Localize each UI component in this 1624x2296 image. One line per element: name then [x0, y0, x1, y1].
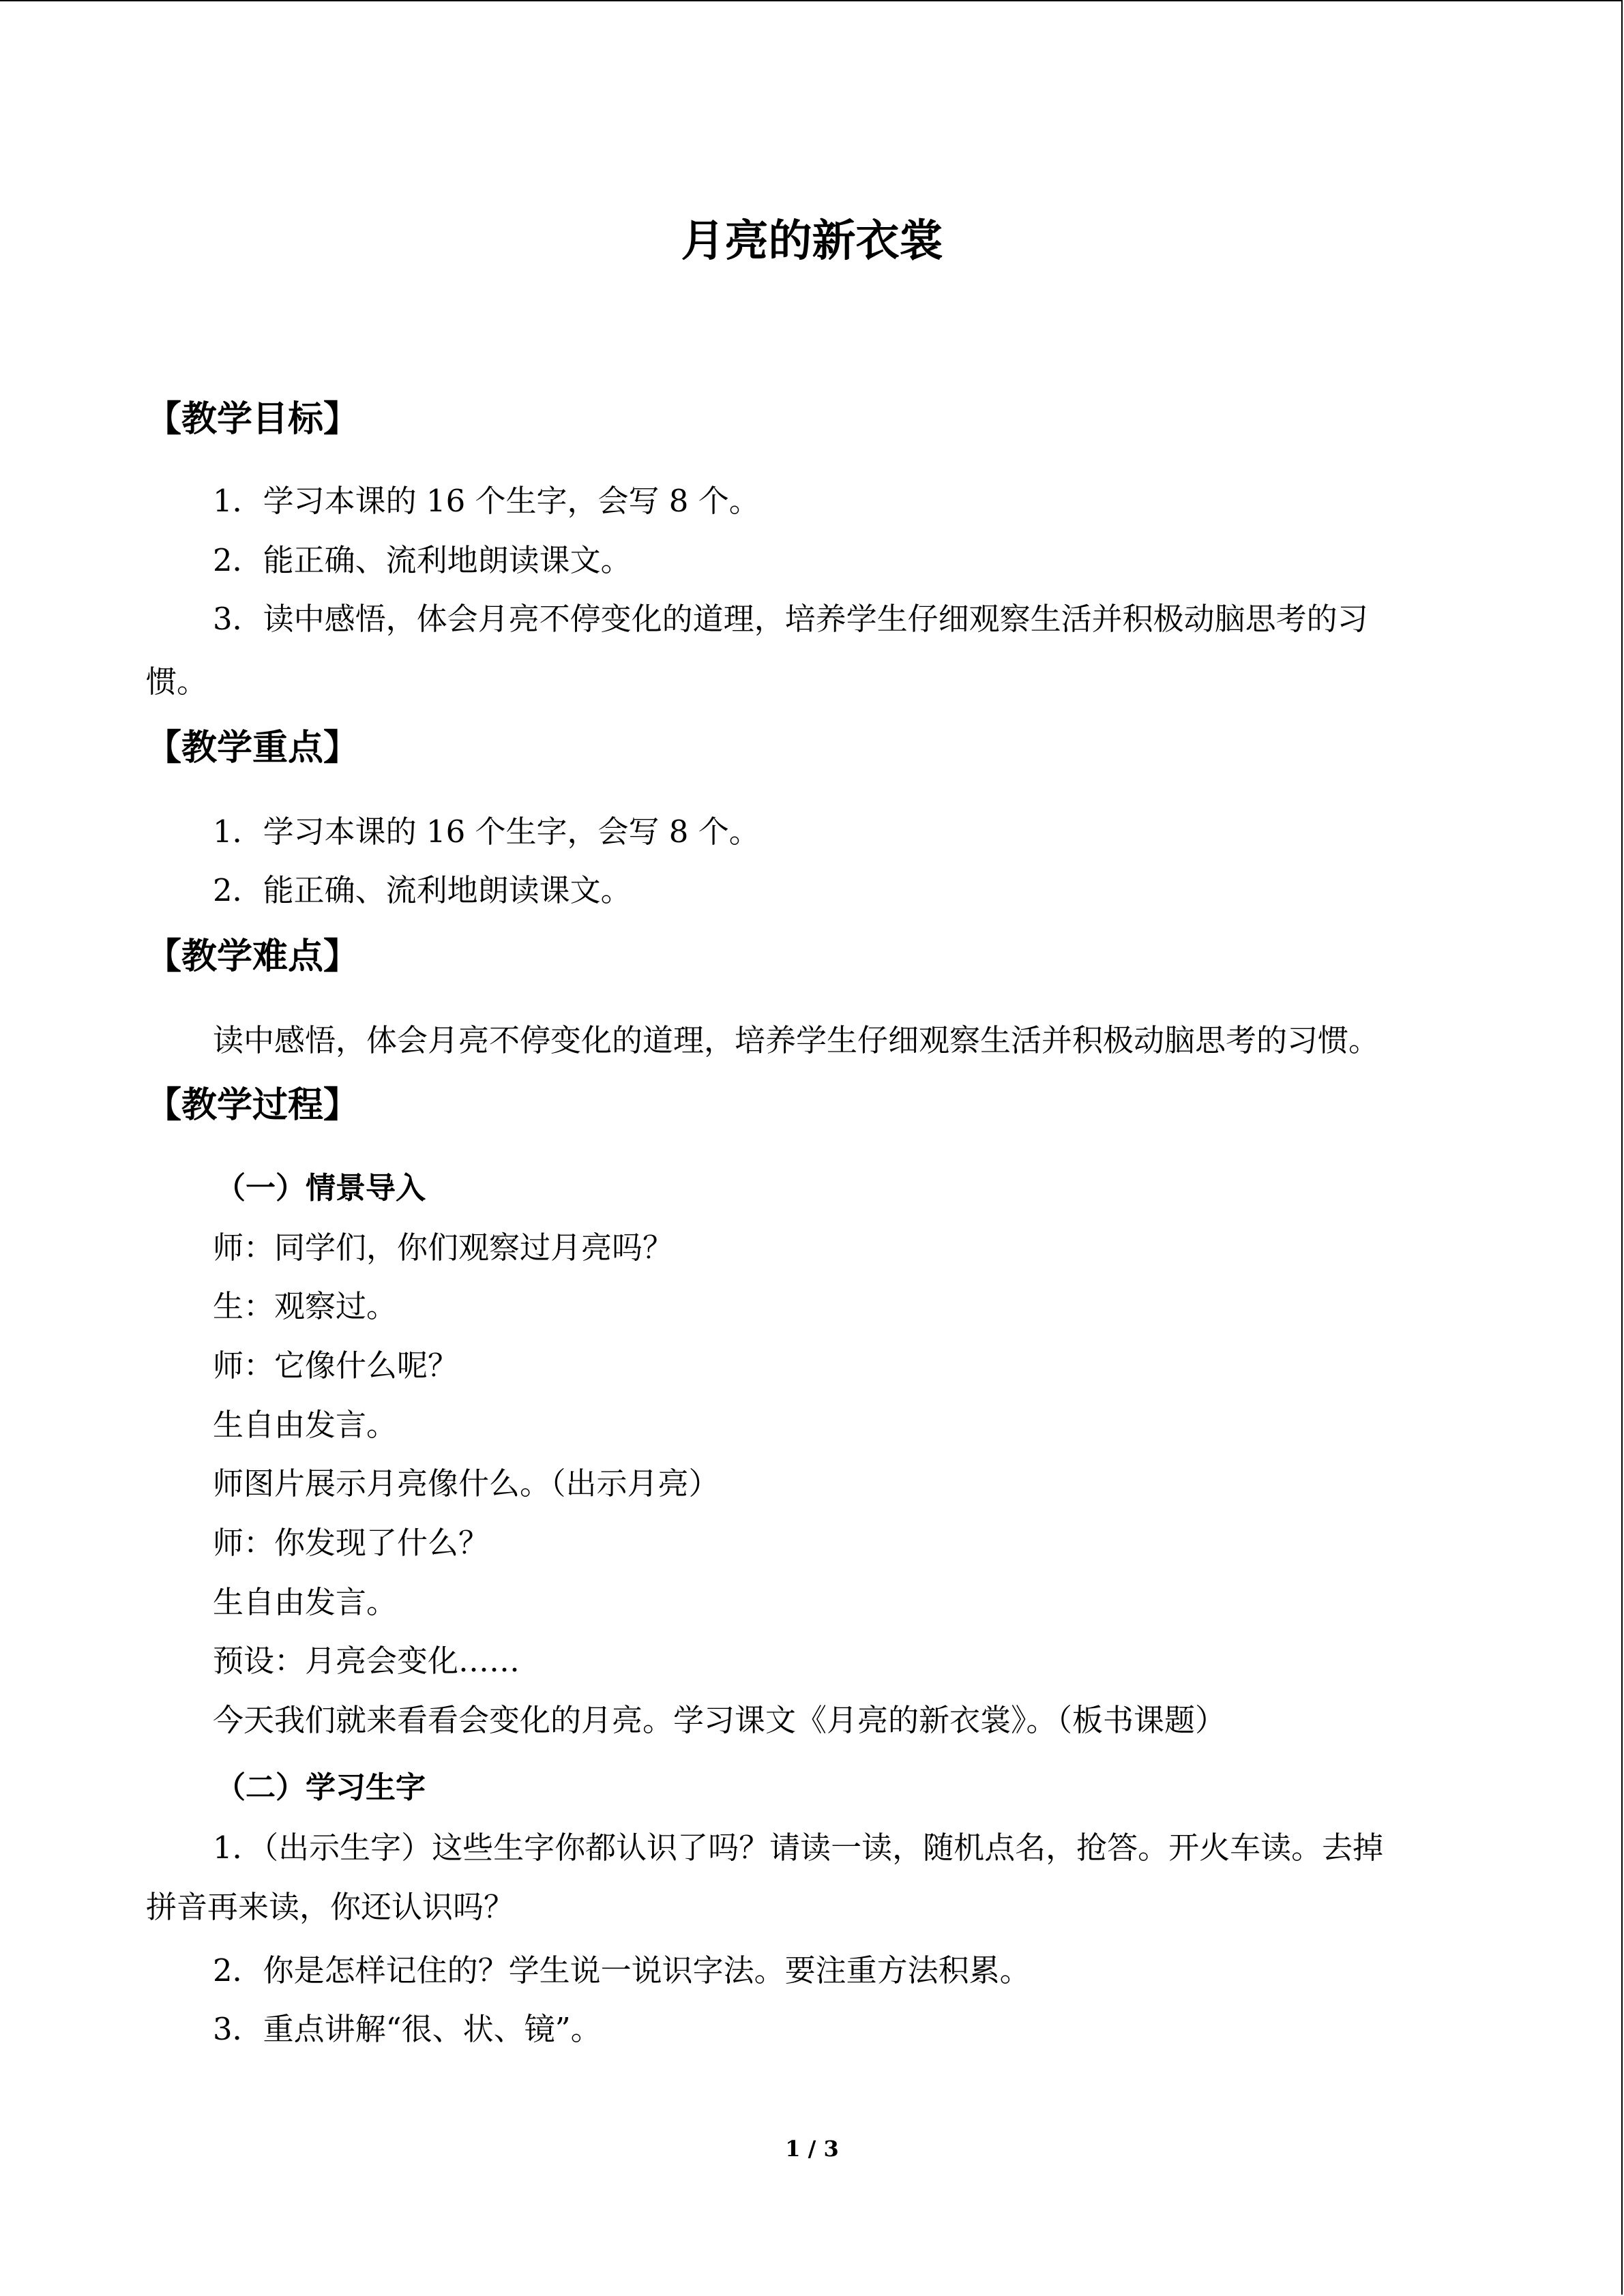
key-points-heading: 【教学重点】 — [146, 727, 359, 769]
part1-line-8: 预设：月亮会变化…… — [213, 1643, 520, 1679]
part2-heading: （二）学习生字 — [216, 1770, 426, 1805]
objective-item-1: 1．学习本课的 16 个生字，会写 8 个。 — [213, 483, 760, 519]
key-point-item-2: 2．能正确、流利地朗读课文。 — [213, 872, 632, 908]
part1-line-9: 今天我们就来看看会变化的月亮。学习课文《月亮的新衣裳》。（板书课题） — [213, 1702, 1226, 1738]
difficulties-heading: 【教学难点】 — [146, 936, 359, 977]
process-heading: 【教学过程】 — [146, 1084, 359, 1126]
page-number: 1 / 3 — [785, 2136, 839, 2162]
part2-line-2: 2．你是怎样记住的？学生说一说识字法。要注重方法积累。 — [213, 1952, 1031, 1988]
objective-item-3: 3．读中感悟，体会月亮不停变化的道理，培养学生仔细观察生活并积极动脑思考的习 — [213, 601, 1368, 637]
key-point-item-1: 1．学习本课的 16 个生字，会写 8 个。 — [213, 814, 760, 850]
part1-line-6: 师：你发现了什么？ — [213, 1525, 490, 1561]
part1-line-1: 师：同学们，你们观察过月亮吗？ — [213, 1229, 674, 1266]
objective-item-2: 2．能正确、流利地朗读课文。 — [213, 542, 632, 578]
difficulties-text: 读中感悟，体会月亮不停变化的道理，培养学生仔细观察生活并积极动脑思考的习惯。 — [213, 1022, 1380, 1058]
part2-line-1-continuation: 拼音再来读，你还认识吗？ — [146, 1889, 515, 1925]
part1-line-5: 师图片展示月亮像什么。（出示月亮） — [213, 1465, 720, 1502]
part1-line-3: 师：它像什么呢？ — [213, 1347, 459, 1384]
part2-line-3: 3．重点讲解“很、状、镜”。 — [213, 2011, 602, 2047]
document-title: 月亮的新衣裳 — [681, 215, 943, 267]
objectives-heading: 【教学目标】 — [146, 398, 359, 440]
part1-line-7: 生自由发言。 — [213, 1584, 398, 1620]
part1-heading: （一）情景导入 — [216, 1171, 426, 1206]
part1-line-4: 生自由发言。 — [213, 1407, 398, 1443]
objective-item-3-continuation: 惯。 — [146, 664, 208, 700]
part1-line-2: 生：观察过。 — [213, 1288, 398, 1324]
part2-line-1: 1．（出示生字）这些生字你都认识了吗？请读一读，随机点名，抢答。开火车读。去掉 — [213, 1830, 1384, 1866]
